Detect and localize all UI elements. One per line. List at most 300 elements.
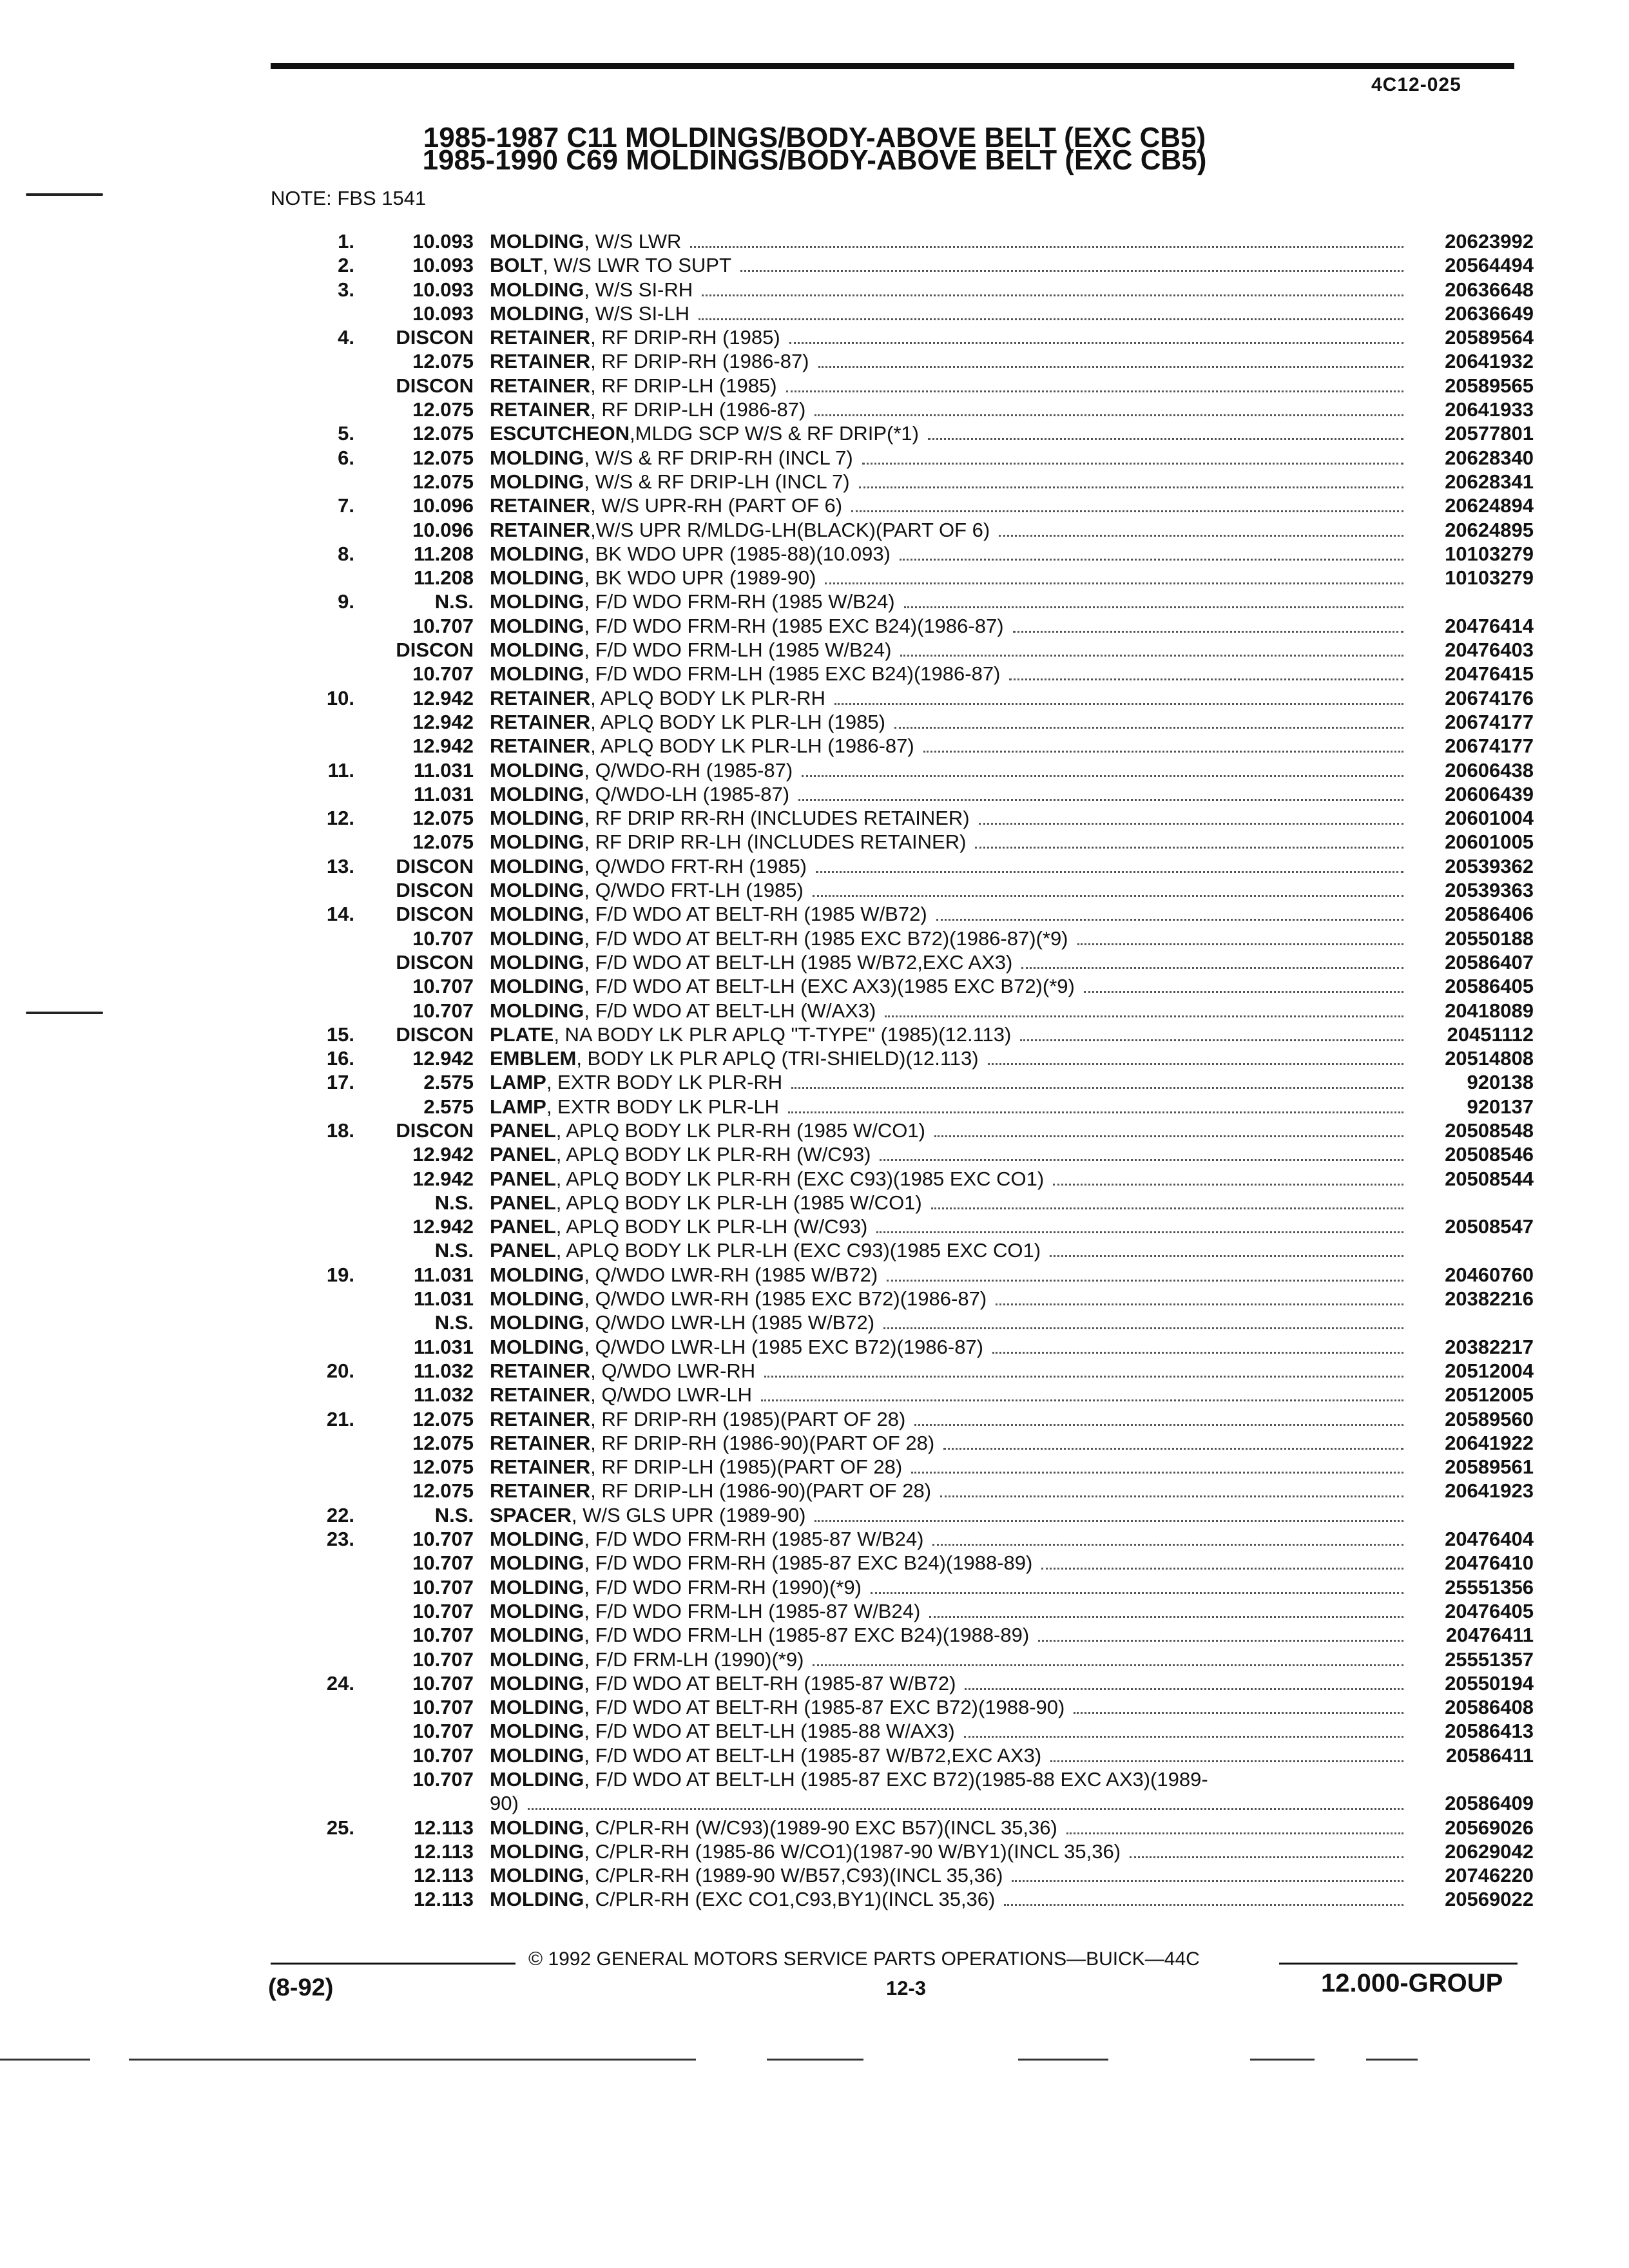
part-number: 20476411	[1445, 1624, 1534, 1647]
part-group: 10.093	[412, 230, 474, 253]
part-group: 11.208	[413, 542, 474, 565]
dot-leader	[859, 486, 1403, 488]
part-name: RETAINER	[490, 710, 591, 733]
part-index: 19.	[326, 1263, 354, 1286]
top-rule	[271, 63, 1514, 69]
part-number: 20628340	[1445, 446, 1534, 469]
part-number: 25551357	[1445, 1648, 1534, 1671]
part-name: RETAINER	[490, 518, 591, 541]
part-name: MOLDING	[490, 662, 584, 686]
part-group: 11.208	[413, 566, 474, 590]
part-description	[490, 1142, 1411, 1166]
part-row	[271, 1791, 1534, 1815]
part-detail: , F/D WDO AT BELT-RH (1985 EXC B72)(1986-87)(*9)	[584, 927, 1068, 950]
part-number: 20606439	[1445, 782, 1534, 805]
dot-leader	[934, 1135, 1403, 1137]
part-description	[490, 854, 1411, 878]
part-index: 10.	[326, 686, 354, 709]
part-detail: , C/PLR-RH (EXC CO1,C93,BY1)(INCL 35,36)	[584, 1888, 996, 1911]
dot-leader	[1074, 1712, 1403, 1714]
part-name: MOLDING	[490, 1648, 584, 1671]
part-name: PANEL	[490, 1191, 556, 1214]
part-description	[490, 1840, 1411, 1863]
part-group: 12.942	[412, 735, 474, 758]
part-detail: , APLQ BODY LK PLR-LH (1985 W/CO1)	[555, 1191, 922, 1214]
bottom-rule	[129, 2059, 696, 2061]
part-row	[271, 1359, 1534, 1383]
part-description	[490, 1791, 1411, 1815]
part-row	[271, 758, 1534, 782]
part-group: 12.942	[412, 1143, 474, 1166]
part-row	[271, 1191, 1534, 1215]
part-row	[271, 1238, 1534, 1262]
part-row	[271, 1816, 1534, 1840]
part-detail: , RF DRIP-RH (1985)	[590, 326, 780, 349]
part-index: 1.	[338, 230, 354, 253]
part-description	[490, 1095, 1411, 1119]
dot-leader	[740, 270, 1403, 272]
part-detail: , Q/WDO LWR-RH (1985 W/B72)	[584, 1263, 878, 1286]
dot-leader	[1084, 991, 1403, 993]
part-group: 12.942	[412, 710, 474, 733]
part-row	[271, 1095, 1534, 1119]
part-row	[271, 349, 1534, 373]
part-number: 20577801	[1445, 422, 1534, 445]
part-row	[271, 1407, 1534, 1431]
part-detail: , F/D WDO FRM-RH (1990)(*9)	[584, 1575, 862, 1599]
part-row	[271, 1575, 1534, 1599]
part-group: 12.075	[412, 807, 474, 830]
part-number: 20674177	[1445, 710, 1534, 733]
part-row	[271, 1599, 1534, 1623]
part-row	[271, 950, 1534, 974]
part-group: 10.707	[412, 614, 474, 637]
part-row	[271, 782, 1534, 806]
part-number: 20539362	[1445, 854, 1534, 878]
part-row	[271, 1623, 1534, 1647]
part-name: MOLDING	[490, 1744, 584, 1767]
part-name: MOLDING	[490, 1552, 584, 1575]
part-description	[490, 1623, 1411, 1647]
part-description	[490, 1335, 1411, 1359]
dot-leader	[1041, 1568, 1403, 1570]
part-number: 25551356	[1445, 1575, 1534, 1599]
dot-leader	[813, 1664, 1403, 1666]
part-number: 20476415	[1445, 662, 1534, 686]
part-detail: , F/D WDO FRM-RH (1985 EXC B24)(1986-87)	[584, 614, 1004, 637]
part-group: N.S.	[434, 1191, 474, 1214]
part-row	[271, 1527, 1534, 1551]
part-group: DISCON	[396, 903, 474, 926]
page-code: 4C12-025	[1371, 74, 1461, 95]
part-description	[490, 374, 1411, 398]
part-group: 10.707	[412, 1696, 474, 1719]
part-detail: , W/S LWR TO SUPT	[543, 254, 731, 277]
part-name: MOLDING	[490, 614, 584, 637]
note: NOTE: FBS 1541	[271, 187, 427, 209]
bottom-rule	[0, 2059, 90, 2061]
part-row	[271, 1335, 1534, 1359]
part-group: DISCON	[396, 1119, 474, 1142]
part-index: 4.	[338, 326, 354, 349]
part-detail: , F/D WDO AT BELT-LH (1985 W/B72,EXC AX3)	[584, 950, 1013, 974]
part-group: 12.942	[412, 686, 474, 709]
part-group: DISCON	[396, 950, 474, 974]
part-number: 20476414	[1445, 614, 1534, 637]
dot-leader	[818, 366, 1403, 368]
part-description	[490, 1359, 1411, 1383]
part-index: 7.	[338, 494, 354, 517]
part-name: MOLDING	[490, 1599, 584, 1622]
part-description	[490, 1407, 1411, 1431]
part-name: RETAINER	[490, 1359, 591, 1382]
part-detail: 90)	[490, 1792, 519, 1815]
part-index: 15.	[326, 1023, 354, 1046]
part-group: 10.707	[412, 999, 474, 1022]
part-description	[490, 1455, 1411, 1479]
dot-leader	[911, 1472, 1403, 1474]
part-name: PANEL	[490, 1239, 556, 1262]
part-name: MOLDING	[490, 566, 584, 590]
part-detail: , RF DRIP RR-RH (INCLUDES RETAINER)	[584, 807, 970, 830]
dot-leader	[1021, 967, 1403, 969]
part-number: 20628341	[1445, 470, 1534, 493]
part-number: 20674176	[1445, 686, 1534, 709]
part-description	[490, 1816, 1411, 1840]
part-description	[490, 518, 1411, 542]
dot-leader	[885, 1015, 1403, 1017]
part-name: MOLDING	[490, 278, 584, 301]
part-description	[490, 1503, 1411, 1527]
part-number: 20624894	[1445, 494, 1534, 517]
part-index: 13.	[326, 854, 354, 878]
part-group: 11.031	[413, 1335, 474, 1358]
dot-leader	[1012, 1880, 1403, 1882]
part-detail: , APLQ BODY LK PLR-LH (W/C93)	[555, 1215, 868, 1238]
part-name: RETAINER	[490, 1479, 591, 1503]
part-group: 12.113	[413, 1840, 474, 1863]
part-number: 20641923	[1445, 1479, 1534, 1503]
part-row	[271, 1142, 1534, 1166]
part-description	[490, 1575, 1411, 1599]
part-name: SPACER	[490, 1503, 572, 1526]
part-group: DISCON	[396, 854, 474, 878]
part-row	[271, 1744, 1534, 1767]
dot-leader	[1050, 1760, 1403, 1762]
part-number: 20539363	[1445, 879, 1534, 902]
part-group: N.S.	[434, 1239, 474, 1262]
dot-leader	[815, 414, 1403, 416]
part-group: 12.942	[412, 1047, 474, 1070]
part-name: RETAINER	[490, 1383, 591, 1407]
part-detail: ,W/S UPR R/MLDG-LH(BLACK)(PART OF 6)	[590, 518, 990, 541]
dot-leader	[1038, 1640, 1403, 1642]
part-group: 12.113	[413, 1888, 474, 1911]
part-row	[271, 1719, 1534, 1743]
part-description	[490, 421, 1411, 445]
dot-leader	[813, 895, 1403, 897]
part-name: MOLDING	[490, 999, 584, 1022]
part-description	[490, 566, 1411, 590]
part-description	[490, 950, 1411, 974]
dot-leader	[528, 1808, 1403, 1810]
part-name: MOLDING	[490, 1287, 584, 1311]
part-number: 20586405	[1445, 975, 1534, 998]
dot-leader	[802, 775, 1403, 777]
part-description	[490, 1648, 1411, 1671]
part-description	[490, 1238, 1411, 1262]
part-row	[271, 446, 1534, 470]
part-number: 20569026	[1445, 1816, 1534, 1839]
part-name: MOLDING	[490, 1263, 584, 1286]
dot-leader	[702, 294, 1403, 296]
part-description	[490, 902, 1411, 926]
part-detail: , W/S SI-RH	[584, 278, 693, 301]
part-index: 11.	[327, 758, 354, 782]
part-row	[271, 1431, 1534, 1455]
part-description	[490, 1551, 1411, 1575]
part-number: 20589560	[1445, 1407, 1534, 1430]
part-group: 2.575	[423, 1095, 474, 1118]
part-group: 10.707	[412, 1528, 474, 1551]
part-row	[271, 1167, 1534, 1191]
part-group: N.S.	[434, 1311, 474, 1334]
part-detail: , RF DRIP RR-LH (INCLUDES RETAINER)	[584, 831, 967, 854]
part-group: 10.707	[412, 1744, 474, 1767]
part-row	[271, 1887, 1534, 1911]
part-number: 920137	[1467, 1095, 1534, 1118]
part-group: 12.075	[412, 1431, 474, 1454]
part-name: MOLDING	[490, 854, 584, 878]
dot-leader	[1050, 1255, 1403, 1257]
part-name: MOLDING	[490, 590, 584, 613]
part-index: 6.	[338, 446, 354, 469]
part-number: 20508547	[1445, 1215, 1534, 1238]
dot-leader	[979, 823, 1403, 825]
part-row	[271, 229, 1534, 253]
part-name: PANEL	[490, 1167, 556, 1190]
part-group: DISCON	[396, 374, 474, 397]
part-row	[271, 1119, 1534, 1142]
part-name: MOLDING	[490, 1840, 584, 1863]
part-row	[271, 974, 1534, 998]
bottom-rule	[767, 2059, 863, 2061]
part-row	[271, 398, 1534, 421]
dot-leader	[940, 1495, 1403, 1497]
part-name: MOLDING	[490, 879, 584, 902]
part-detail: , EXTR BODY LK PLR-LH	[546, 1095, 780, 1118]
dot-leader	[690, 246, 1403, 248]
part-number: 20476405	[1445, 1599, 1534, 1622]
part-name: MOLDING	[490, 831, 584, 854]
part-name: MOLDING	[490, 1311, 584, 1334]
part-detail: , NA BODY LK PLR APLQ "T-TYPE" (1985)(12.113)	[554, 1023, 1012, 1046]
dot-leader	[880, 1159, 1403, 1161]
part-number: 20508544	[1445, 1167, 1534, 1190]
part-description	[490, 1744, 1411, 1767]
dot-leader	[988, 1063, 1403, 1065]
part-detail: , EXTR BODY LK PLR-RH	[546, 1071, 783, 1094]
part-name: MOLDING	[490, 1624, 584, 1647]
part-number: 20460760	[1445, 1263, 1534, 1286]
dot-leader	[996, 1303, 1403, 1305]
margin-mark	[26, 1012, 103, 1014]
part-description	[490, 1119, 1411, 1142]
part-group: N.S.	[434, 1503, 474, 1526]
part-detail: , F/D WDO AT BELT-RH (1985-87 W/B72)	[584, 1671, 956, 1695]
part-detail: , APLQ BODY LK PLR-RH (W/C93)	[555, 1143, 871, 1166]
part-detail: , W/S & RF DRIP-RH (INCL 7)	[584, 446, 853, 469]
part-number: 10103279	[1445, 542, 1534, 565]
part-detail: , F/D WDO FRM-RH (1985-87 W/B24)	[584, 1528, 924, 1551]
part-group: DISCON	[396, 639, 474, 662]
part-row	[271, 662, 1534, 686]
part-detail: , Q/WDO LWR-RH	[590, 1359, 756, 1382]
part-description	[490, 1479, 1411, 1503]
part-name: MOLDING	[490, 230, 584, 253]
part-number: 20586407	[1445, 950, 1534, 974]
dot-leader	[788, 1111, 1403, 1113]
part-number: 20641933	[1445, 398, 1534, 421]
part-row	[271, 1070, 1534, 1094]
part-description	[490, 830, 1411, 854]
part-number: 20624895	[1445, 518, 1534, 541]
part-description	[490, 614, 1411, 638]
dot-leader	[992, 1352, 1403, 1354]
part-row	[271, 1551, 1534, 1575]
dot-leader	[932, 1544, 1403, 1546]
part-index: 21.	[326, 1407, 354, 1430]
part-detail: , RF DRIP-LH (1985)(PART OF 28)	[590, 1456, 903, 1479]
part-row	[271, 494, 1534, 517]
part-name: RETAINER	[490, 735, 591, 758]
part-description	[490, 1287, 1411, 1311]
dot-leader	[1004, 1904, 1403, 1906]
part-number: 20589561	[1445, 1456, 1534, 1479]
part-number: 20508548	[1445, 1119, 1534, 1142]
bottom-rule	[1018, 2059, 1108, 2061]
part-index: 8.	[338, 542, 354, 565]
part-row	[271, 878, 1534, 902]
part-row	[271, 1503, 1534, 1527]
part-number: 20641932	[1445, 350, 1534, 373]
footer-rule-left	[271, 1963, 516, 1965]
part-number: 20746220	[1445, 1864, 1534, 1887]
part-group: 10.093	[412, 302, 474, 325]
part-description	[490, 470, 1411, 494]
part-detail: , F/D WDO FRM-RH (1985-87 EXC B24)(1988-89)	[584, 1552, 1033, 1575]
part-detail: , F/D WDO FRM-LH (1985 W/B24)	[584, 639, 892, 662]
part-number: 20550194	[1445, 1671, 1534, 1695]
part-row	[271, 830, 1534, 854]
part-name: PLATE	[490, 1023, 554, 1046]
part-group: 12.075	[412, 422, 474, 445]
part-name: RETAINER	[490, 1456, 591, 1479]
part-row	[271, 1311, 1534, 1334]
part-description	[490, 1431, 1411, 1455]
part-name: MOLDING	[490, 639, 584, 662]
part-group: 10.707	[412, 1599, 474, 1622]
part-name: MOLDING	[490, 446, 584, 469]
part-group: 2.575	[423, 1071, 474, 1094]
part-group: 10.707	[412, 1671, 474, 1695]
part-description	[490, 349, 1411, 373]
part-description	[490, 494, 1411, 517]
part-description	[490, 1167, 1411, 1191]
part-group: 11.032	[413, 1383, 474, 1407]
dot-leader	[1053, 1184, 1403, 1186]
part-name: LAMP	[490, 1095, 546, 1118]
dot-leader	[764, 1376, 1403, 1378]
dot-leader	[928, 438, 1403, 440]
part-description	[490, 1671, 1411, 1695]
part-group: 12.075	[412, 1407, 474, 1430]
part-group: 10.093	[412, 278, 474, 301]
part-detail: , C/PLR-RH (1989-90 W/B57,C93)(INCL 35,36)	[584, 1864, 1003, 1887]
part-name: MOLDING	[490, 1335, 584, 1358]
margin-mark	[26, 193, 103, 196]
part-name: MOLDING	[490, 903, 584, 926]
part-row	[271, 734, 1534, 758]
dot-leader	[699, 318, 1403, 320]
part-row	[271, 1695, 1534, 1719]
part-name: MOLDING	[490, 927, 584, 950]
part-description	[490, 1191, 1411, 1215]
part-name: MOLDING	[490, 1528, 584, 1551]
part-detail: , RF DRIP-RH (1986-90)(PART OF 28)	[590, 1431, 935, 1454]
part-description	[490, 1695, 1411, 1719]
part-index: 5.	[338, 422, 354, 445]
part-index: 23.	[326, 1528, 354, 1551]
page-title-line-2: 1985-1990 C69 MOLDINGS/BODY-ABOVE BELT (EXC CB5)	[422, 144, 1207, 176]
part-detail: , Q/WDO FRT-LH (1985)	[584, 879, 804, 902]
part-row	[271, 927, 1534, 950]
part-description	[490, 590, 1411, 613]
part-detail: , RF DRIP-LH (1985)	[590, 374, 777, 397]
part-name: RETAINER	[490, 326, 591, 349]
part-name: MOLDING	[490, 1720, 584, 1743]
part-description	[490, 325, 1411, 349]
part-detail: , C/PLR-RH (W/C93)(1989-90 EXC B57)(INCL 35,36)	[584, 1816, 1057, 1839]
part-description	[490, 662, 1411, 686]
part-name: PANEL	[490, 1143, 556, 1166]
page-number: 12-3	[886, 1977, 927, 1999]
part-number: 20476404	[1445, 1528, 1534, 1551]
part-name: RETAINER	[490, 686, 591, 709]
dot-leader	[1077, 943, 1403, 945]
part-name: RETAINER	[490, 1431, 591, 1454]
part-description	[490, 542, 1411, 566]
part-description	[490, 1046, 1411, 1070]
part-group: 10.707	[412, 1768, 474, 1791]
part-name: MOLDING	[490, 782, 584, 805]
part-group: DISCON	[396, 1023, 474, 1046]
page-title-line-1: 1985-1987 C11 MOLDINGS/BODY-ABOVE BELT (EXC CB5)	[423, 122, 1206, 153]
part-detail: , F/D WDO AT BELT-RH (1985-87 EXC B72)(1988-90)	[584, 1696, 1065, 1719]
dot-leader	[883, 1327, 1403, 1329]
part-index: 12.	[326, 807, 354, 830]
part-description	[490, 1767, 1411, 1791]
dot-leader	[975, 847, 1403, 849]
part-detail: , BODY LK PLR APLQ (TRI-SHIELD)(12.113)	[576, 1047, 979, 1070]
part-detail: , Q/WDO LWR-RH (1985 EXC B72)(1986-87)	[584, 1287, 987, 1311]
part-number: 20636648	[1445, 278, 1534, 301]
part-detail: , Q/WDO LWR-LH (1985 EXC B72)(1986-87)	[584, 1335, 983, 1358]
group-label: 12.000-GROUP	[1321, 1969, 1503, 1997]
dot-leader	[1066, 1832, 1403, 1834]
part-detail: , F/D WDO AT BELT-LH (1985-87 W/B72,EXC AX3)	[584, 1744, 1042, 1767]
dot-leader	[1009, 678, 1403, 680]
